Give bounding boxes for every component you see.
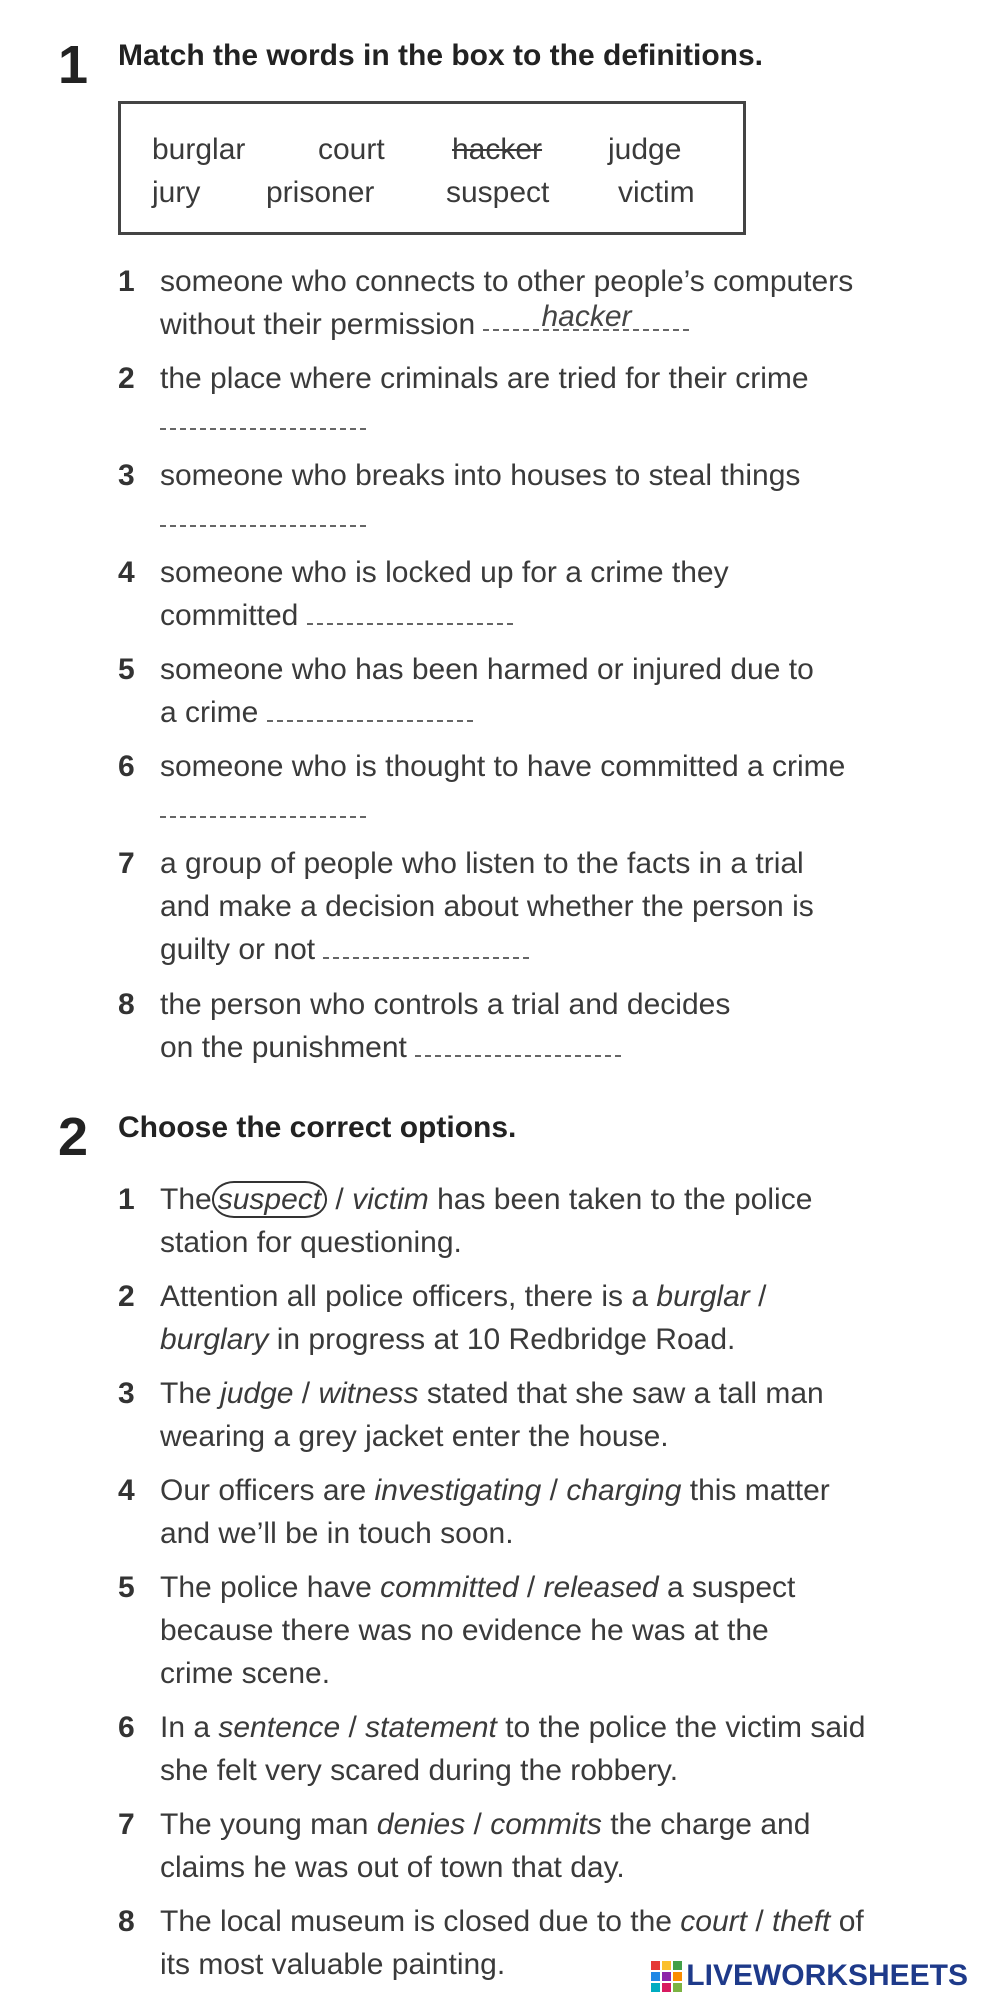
option-denies[interactable]: denies [376,1808,466,1841]
word-box [118,101,746,235]
option-item-1: 1 The suspect / victim has been taken to the police station for questioning. [118,1178,958,1264]
option-sentence[interactable]: sentence [218,1711,341,1744]
answer-text: hacker [541,300,632,333]
option-item-4: 4 Our officers are investigating / charging this matter and we’ll be in touch soon. [118,1469,958,1555]
definition-text: committed [160,599,299,632]
definition-text: without their permission [160,308,476,341]
option-item-2: 2 Attention all police officers, there is a burglar / burglary in progress at 10 Redbridge Road. [118,1275,958,1361]
section-2-number: 2 [58,1107,89,1167]
option-item-6: 6 In a sentence / statement to the police the victim said she felt very scared during the robbery. [118,1706,958,1792]
liveworksheets-logo[interactable] [651,1959,968,1993]
definition-4 [118,551,958,637]
word-jury: jury [152,176,201,209]
definition-text: and make a decision about whether the person is [160,890,814,923]
option-charging[interactable]: charging [566,1474,682,1507]
option-item-7: 7 The young man denies / commits the charge and claims he was out of town that day. [118,1803,958,1889]
definition-text: someone who breaks into houses to steal things [160,459,801,492]
option-item-5: 5 The police have committed / released a suspect because there was no evidence he was at the crime scene. [118,1566,958,1695]
definition-2 [118,357,958,430]
answer-blank[interactable] [160,497,366,527]
item-number: 2 [118,362,135,395]
item-number: 8 [118,988,135,1021]
definition-text: a crime [160,696,259,729]
definition-text: guilty or not [160,933,316,966]
item-number: 7 [118,1808,135,1841]
option-victim[interactable]: victim [352,1183,429,1216]
logo-grid-icon [651,1961,682,1992]
option-burglary[interactable]: burglary [160,1323,269,1356]
definition-3 [118,454,958,527]
item-number: 6 [118,750,135,783]
definition-5 [118,648,958,734]
answer-blank[interactable] [267,694,473,722]
option-suspect-selected[interactable]: suspect [212,1181,327,1218]
answer-blank[interactable] [307,597,513,625]
definition-text: a group of people who listen to the facts in a trial [160,847,804,880]
definition-text: the place where criminals are tried for their crime [160,362,809,395]
option-judge[interactable]: judge [220,1377,294,1410]
word-suspect: suspect [446,176,550,209]
item-number: 1 [118,1183,135,1216]
option-item-8: 8 The local museum is closed due to the court / theft of its most valuable painting. [118,1900,958,1986]
definition-text: on the punishment [160,1031,407,1064]
option-investigating[interactable]: investigating [374,1474,542,1507]
section-1-title: Match the words in the box to the definitions. [118,39,763,72]
option-committed[interactable]: committed [380,1571,519,1604]
item-number: 1 [118,265,135,298]
word-prisoner: prisoner [266,176,375,209]
item-number: 3 [118,1377,135,1410]
item-number: 2 [118,1280,135,1313]
option-court[interactable]: court [680,1905,747,1938]
answer-blank[interactable] [323,931,529,959]
definition-8 [118,983,958,1069]
item-number: 5 [118,1571,135,1604]
item-number: 6 [118,1711,135,1744]
item-number: 7 [118,847,135,880]
item-number: 4 [118,1474,135,1507]
definition-text: the person who controls a trial and decides [160,988,731,1021]
item-number: 3 [118,459,135,492]
definition-text: someone who connects to other people’s computers [160,265,854,298]
section-1-number: 1 [58,35,89,95]
definition-6 [118,745,958,818]
item-number: 5 [118,653,135,686]
option-statement[interactable]: statement [365,1711,497,1744]
logo-text: LIVEWORKSHEETS [686,1959,968,1992]
word-hacker: hacker [452,133,543,166]
option-commits[interactable]: commits [490,1808,602,1841]
item-number: 8 [118,1905,135,1938]
answer-blank[interactable] [160,400,366,430]
option-witness[interactable]: witness [318,1377,419,1410]
definition-text: someone who is locked up for a crime they [160,556,729,589]
word-victim: victim [618,176,695,209]
definition-text: someone who has been harmed or injured due to [160,653,814,686]
option-released[interactable]: released [543,1571,659,1604]
option-burglar[interactable]: burglar [656,1280,750,1313]
item-number: 4 [118,556,135,589]
word-court: court [318,133,385,166]
section-2-title: Choose the correct options. [118,1111,517,1144]
answer-blank[interactable] [160,788,366,818]
definition-7 [118,842,958,971]
word-judge: judge [608,133,682,166]
option-item-3: 3 The judge / witness stated that she saw a tall man wearing a grey jacket enter the house. [118,1372,958,1458]
word-burglar: burglar [152,133,246,166]
answer-blank[interactable] [415,1029,621,1057]
definition-1 [118,260,958,346]
option-theft[interactable]: theft [772,1905,831,1938]
definition-text: someone who is thought to have committed a crime [160,750,846,783]
answer-blank[interactable] [483,300,689,333]
